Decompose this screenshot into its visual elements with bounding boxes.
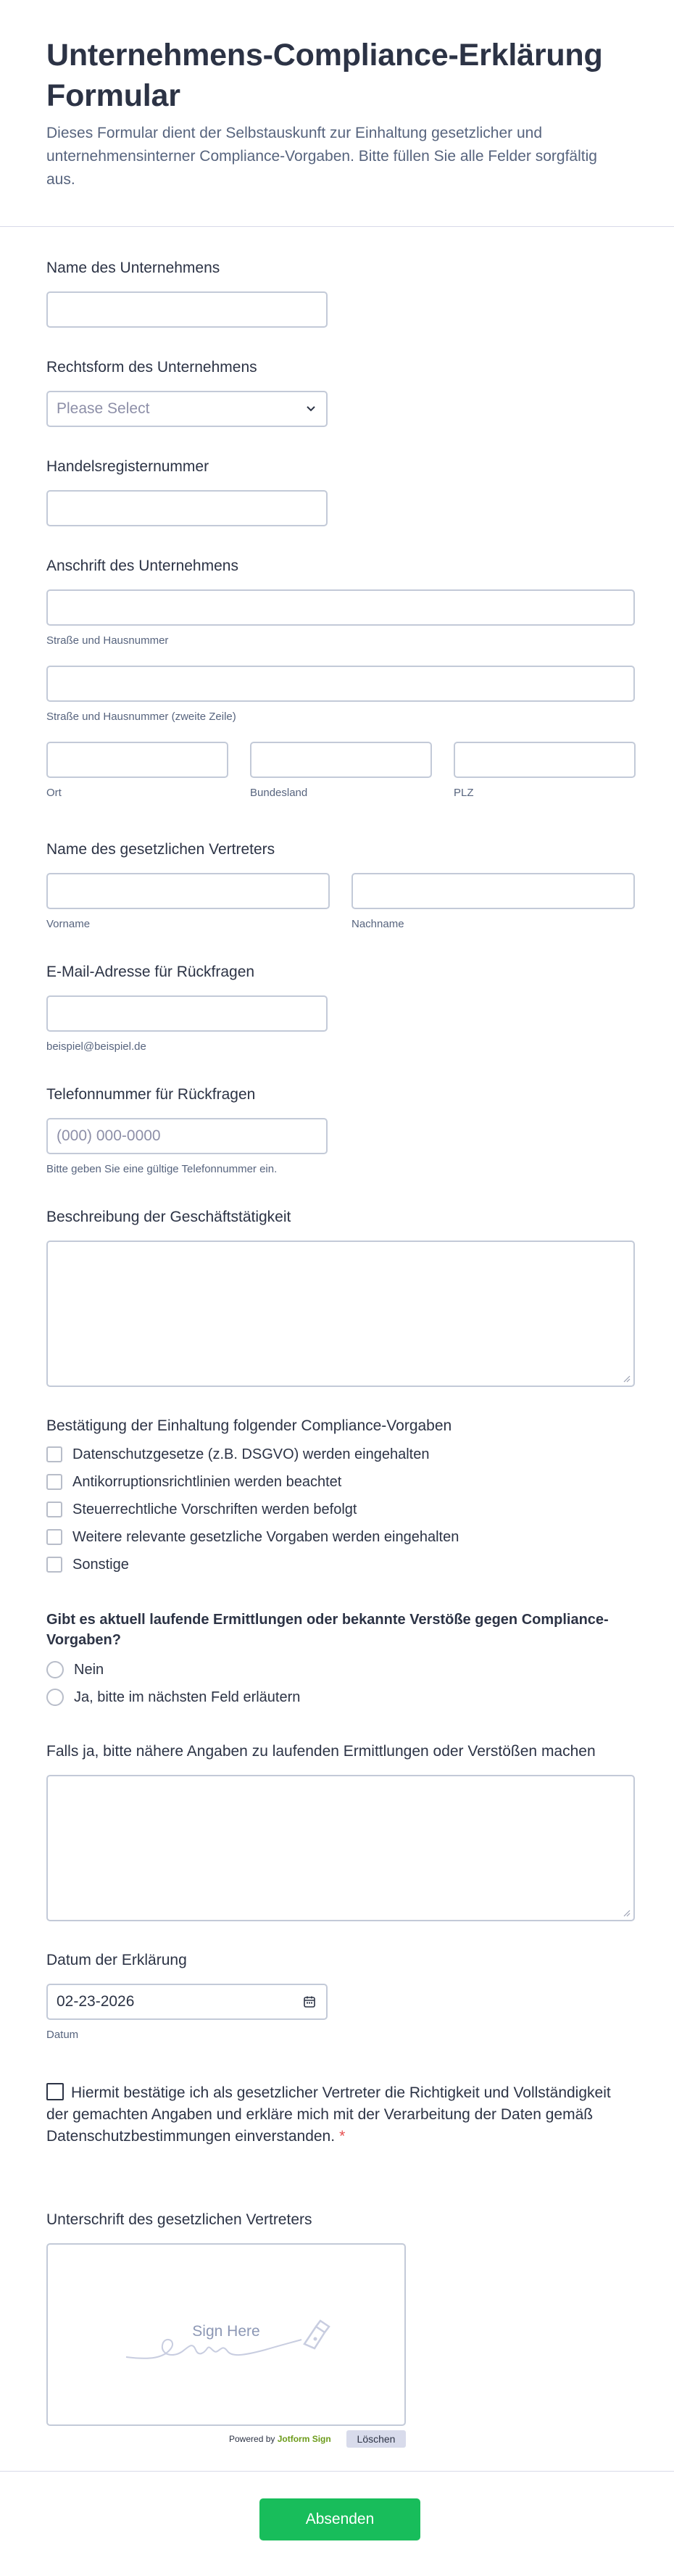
last-name-input[interactable] (351, 873, 635, 909)
jotform-sign-link[interactable]: Jotform Sign (277, 2434, 331, 2444)
compliance-option[interactable] (46, 1551, 635, 1578)
details-textarea[interactable] (46, 1775, 635, 1921)
signature-label: Unterschrift des gesetzlichen Vertreters (46, 2211, 312, 2228)
details-label: Falls ja, bitte nähere Angaben zu laufenden Ermittlungen oder Verstößen machen (46, 1743, 596, 1760)
consent-checkbox[interactable] (46, 2083, 64, 2100)
chevron-down-icon (304, 402, 317, 415)
register-number-label: Handelsregisternummer (46, 458, 209, 475)
last-name-sublabel: Nachname (351, 918, 404, 930)
field-legal-form (46, 357, 635, 427)
legal-form-select[interactable] (46, 391, 328, 427)
field-email (46, 962, 635, 1053)
business-description-label: Beschreibung der Geschäftstätigkeit (46, 1209, 291, 1225)
legal-form-label: Rechtsform des Unternehmens (46, 359, 257, 376)
consent-text: Hiermit bestätige ich als gesetzlicher Vertreter die Richtigkeit und Vollständigkeit der gemachten Angaben und erkläre mich mit der Verarbeitung der Daten gemäß Datenschutzbestimmungen einverstanden. (46, 2084, 611, 2145)
field-phone (46, 1085, 635, 1175)
field-company-name (46, 258, 635, 328)
required-mark: * (339, 2128, 346, 2145)
compliance-option[interactable] (46, 1468, 635, 1496)
date-value: 02-23-2026 (57, 1993, 135, 2010)
field-date (46, 1950, 635, 2041)
checkbox[interactable] (46, 1446, 62, 1462)
powered-prefix: Powered by (229, 2434, 275, 2444)
clear-signature-button[interactable]: Löschen (346, 2430, 406, 2448)
field-register-number (46, 457, 635, 526)
radio-button[interactable] (46, 1661, 64, 1678)
business-description-textarea[interactable] (46, 1241, 635, 1387)
field-address (46, 556, 635, 799)
first-name-sublabel: Vorname (46, 918, 91, 930)
company-name-input[interactable] (46, 291, 328, 328)
street2-input[interactable] (46, 666, 635, 702)
field-investigations (46, 1610, 635, 1711)
date-input[interactable] (46, 1984, 328, 2020)
register-number-input[interactable] (46, 490, 328, 526)
checkbox[interactable] (46, 1557, 62, 1573)
compliance-option-label: Weitere relevante gesetzliche Vorgaben werden eingehalten (72, 1528, 459, 1545)
state-input[interactable] (250, 742, 432, 778)
investigations-option-yes[interactable] (46, 1683, 635, 1711)
resize-grip-icon[interactable] (622, 1908, 631, 1917)
compliance-option[interactable] (46, 1441, 635, 1468)
checkbox[interactable] (46, 1474, 62, 1490)
submit-button[interactable]: Absenden (259, 2498, 420, 2540)
email-sublabel: beispiel@beispiel.de (46, 1040, 146, 1053)
field-consent (46, 2082, 628, 2148)
field-compliance (46, 1416, 635, 1578)
checkbox[interactable] (46, 1529, 62, 1545)
form-subtitle: Dieses Formular dient der Selbstauskunft zur Einhaltung gesetzlicher und unternehmensinterner Compliance-Vorgaben. Bitte füllen Sie alle Felder sorgfältig aus. (46, 125, 597, 188)
city-sublabel: Ort (46, 787, 62, 799)
first-name-input[interactable] (46, 873, 330, 909)
compliance-option-label: Steuerrechtliche Vorschriften werden befolgt (72, 1501, 357, 1517)
radio-button[interactable] (46, 1689, 64, 1706)
email-label: E-Mail-Adresse für Rückfragen (46, 964, 255, 980)
form-header (0, 0, 674, 227)
compliance-option-label: Sonstige (72, 1556, 129, 1573)
checkbox[interactable] (46, 1502, 62, 1517)
form-title: Unternehmens-Compliance-Erklärung Formular (46, 38, 603, 113)
compliance-option-label: Antikorruptionsrichtlinien werden beachtet (72, 1473, 342, 1490)
street2-sublabel: Straße und Hausnummer (zweite Zeile) (46, 711, 236, 723)
company-name-label: Name des Unternehmens (46, 260, 220, 276)
compliance-label: Bestätigung der Einhaltung folgender Compliance-Vorgaben (46, 1417, 452, 1434)
representative-label: Name des gesetzlichen Vertreters (46, 841, 275, 858)
compliance-option-label: Datenschutzgesetze (z.B. DSGVO) werden eingehalten (72, 1446, 430, 1462)
powered-by (229, 2430, 331, 2448)
legal-form-placeholder: Please Select (57, 400, 150, 417)
signature-scribble-icon (120, 2314, 338, 2372)
zip-input[interactable] (454, 742, 636, 778)
investigations-option-label: Ja, bitte im nächsten Feld erläutern (74, 1689, 301, 1705)
investigations-label: Gibt es aktuell laufende Ermittlungen oder bekannte Verstöße gegen Compliance-Vorgaben? (46, 1612, 609, 1648)
field-details (46, 1742, 635, 1921)
phone-input[interactable] (46, 1118, 328, 1154)
signature-placeholder: Sign Here (192, 2323, 260, 2340)
state-sublabel: Bundesland (250, 787, 308, 799)
address-label: Anschrift des Unternehmens (46, 558, 238, 574)
investigations-option-no[interactable] (46, 1656, 635, 1683)
footer-divider (0, 2471, 674, 2472)
phone-sublabel: Bitte geben Sie eine gültige Telefonnummer ein. (46, 1163, 278, 1175)
zip-sublabel: PLZ (454, 787, 474, 799)
field-representative (46, 840, 635, 930)
street-input[interactable] (46, 589, 635, 626)
street-sublabel: Straße und Hausnummer (46, 634, 169, 647)
date-label: Datum der Erklärung (46, 1952, 187, 1968)
email-input[interactable] (46, 995, 328, 1032)
phone-placeholder: (000) 000-0000 (57, 1127, 161, 1144)
field-signature (46, 2210, 635, 2230)
city-input[interactable] (46, 742, 228, 778)
compliance-option[interactable] (46, 1523, 635, 1551)
calendar-icon[interactable] (303, 1995, 316, 2008)
investigations-option-label: Nein (74, 1661, 104, 1678)
signature-pad[interactable] (46, 2243, 406, 2426)
resize-grip-icon[interactable] (622, 1374, 631, 1383)
phone-label: Telefonnummer für Rückfragen (46, 1086, 256, 1103)
date-sublabel: Datum (46, 2029, 79, 2041)
field-business-description (46, 1207, 635, 1387)
compliance-option[interactable] (46, 1496, 635, 1523)
